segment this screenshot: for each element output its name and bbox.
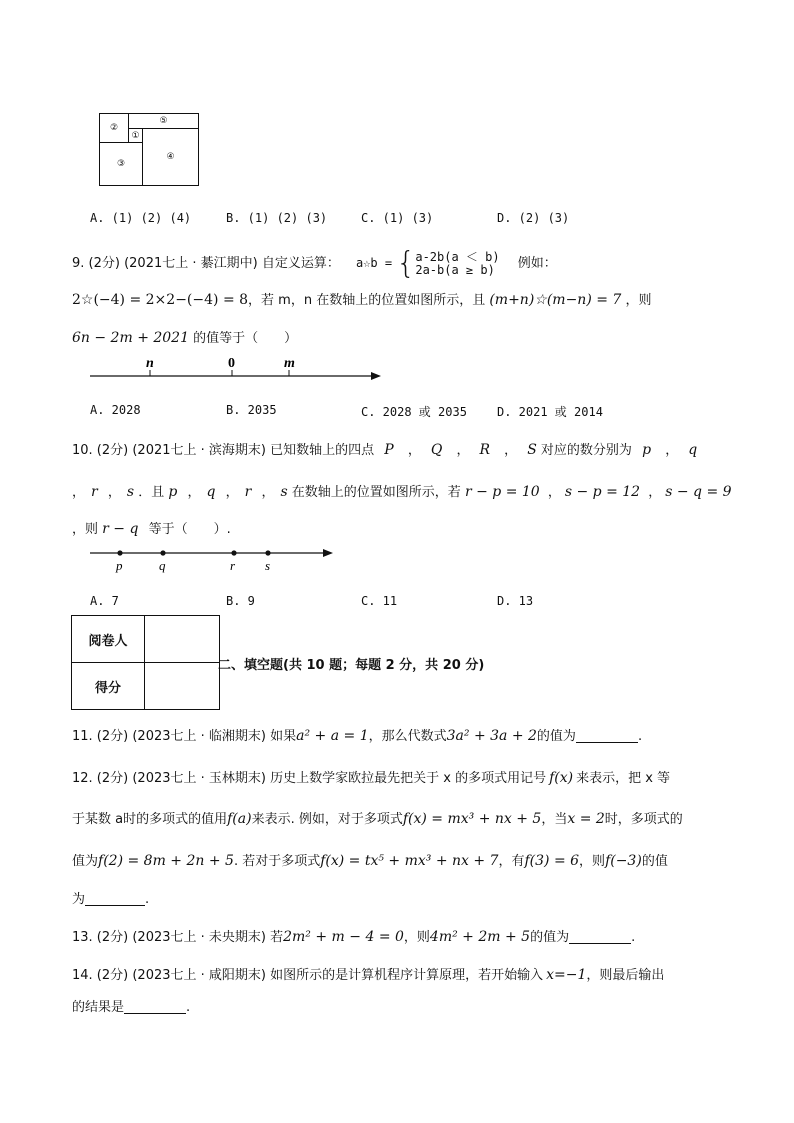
q12-line3-c: ，有 <box>498 854 525 869</box>
q11-line <box>72 725 642 744</box>
q12-fa: f(a) <box>227 811 252 827</box>
q10-number-line <box>85 545 340 577</box>
q10-num-q: q <box>688 442 698 458</box>
q10-line2-s2: s <box>280 484 288 500</box>
q10-line2-s: s <box>126 484 135 500</box>
q9-label-n: n <box>146 356 154 371</box>
q14-x: x=−1 <box>546 967 587 983</box>
q12-line1-end: 来表示，把 x 等 <box>576 771 671 786</box>
q12-line3-a: 值为 <box>72 854 99 869</box>
q12-line2-c: ，当 <box>541 812 568 827</box>
q10-line3 <box>72 518 231 537</box>
q9-example: 例如： <box>517 256 557 271</box>
region-2-label: ② <box>109 123 119 133</box>
q9-def-lhs: a☆b = <box>355 256 393 270</box>
q14-answer-blank[interactable] <box>124 999 186 1014</box>
q10-axis-arrow <box>323 549 333 557</box>
q12-line3-b: . 若对于多项式 <box>233 854 321 869</box>
section-2-title: 二、填空题(共 10 题；每题 2 分，共 20 分) <box>218 658 485 673</box>
q9-cases <box>415 251 499 277</box>
q9-option-b: B. 2035 <box>226 403 277 417</box>
q9-condition: (m+n)☆(m−n) = 7 <box>489 292 622 308</box>
region-2 <box>99 113 129 143</box>
q12-line3-e: 的值 <box>641 854 668 869</box>
q10-dot-r <box>231 550 236 555</box>
q10-line2-q: q <box>206 484 216 500</box>
score-table <box>71 615 220 710</box>
q14-line2-text: 的结果是 <box>72 1000 125 1015</box>
q10-point-P: P <box>384 442 394 458</box>
q13-prefix: 13. (2分) (2023七上 · 未央期末) 若 <box>72 930 284 945</box>
q12-answer-blank[interactable] <box>85 891 145 906</box>
q12-line2-b: 来表示. 例如，对于多项式 <box>251 812 403 827</box>
q9-prefix: 9. (2分) (2021七上 · 綦江期中) 自定义运算： <box>72 256 340 271</box>
q14-line1-end: ，则最后输出 <box>586 968 665 983</box>
q12-line2-a: 于某数 a时的多项式的值用 <box>72 812 228 827</box>
q12-fm3: f(−3) <box>605 853 642 869</box>
rectangle-figure <box>99 113 199 186</box>
q13-tail: . <box>631 930 636 945</box>
q10-line2: ， r ， s ．且 p ， q ， r ， s 在数轴上的位置如图所示，若 r − p = 10 ， s − p = 12 ， s − q = 9 <box>72 484 732 500</box>
q10-label-s: s <box>265 558 271 573</box>
q10-option-b: B. 9 <box>226 594 255 608</box>
score-table-reviewer-cell <box>145 616 220 663</box>
q8-option-a: A. (1) (2) (4) <box>90 211 192 225</box>
q10-line3-b: 等于（ ）. <box>148 522 231 537</box>
q13-answer-blank[interactable] <box>569 929 631 944</box>
q12-line2 <box>72 808 683 827</box>
score-table-reviewer-label: 阅卷人 <box>72 616 145 663</box>
q9-question: 的值等于（ ） <box>193 331 298 346</box>
q9-brace: { <box>396 246 416 281</box>
q11-answer-blank[interactable] <box>576 728 638 743</box>
q10-option-d: D. 13 <box>497 594 534 608</box>
score-table-score-cell <box>145 663 220 710</box>
q12-fx: f(x) <box>549 770 574 786</box>
q9-line2-end: ，则 <box>625 293 652 308</box>
q12-f3: f(3) = 6 <box>524 853 580 869</box>
region-3-label: ③ <box>116 159 126 169</box>
q10-line2-r: r <box>91 484 98 500</box>
q10-line3-a: ，则 <box>72 522 99 537</box>
q9-label-m: m <box>284 356 295 371</box>
q11-end: 的值为 <box>536 729 576 744</box>
region-4-label: ④ <box>166 152 175 162</box>
q12-tail: . <box>145 892 150 907</box>
q8-option-b: B. (1) (2) (3) <box>226 211 328 225</box>
q9-number-line <box>85 352 385 386</box>
q12-x2: x = 2 <box>567 811 605 827</box>
q10-option-c: C. 11 <box>361 594 398 608</box>
q9-line1 <box>72 246 557 281</box>
q8-option-c: C. (1) (3) <box>361 211 434 225</box>
q8-option-d: D. (2) (3) <box>497 211 570 225</box>
q9-option-a: A. 2028 <box>90 403 141 417</box>
q9-example-math: 2☆(−4) = 2×2−(−4) = 8 <box>72 292 249 308</box>
q10-num-p: p <box>642 442 652 458</box>
q11-prefix: 11. (2分) (2023七上 · 临湘期末) 如果 <box>72 729 297 744</box>
q10-point-S: S <box>527 442 537 458</box>
q10-mid1: 对应的数分别为 <box>540 443 632 458</box>
q10-point-Q: Q <box>430 442 443 458</box>
q10-dot-s <box>265 550 270 555</box>
q14-tail: . <box>186 1000 191 1015</box>
q10-line2-a: ．且 <box>138 485 165 500</box>
q11-tail: . <box>637 729 643 744</box>
q11-mid: ，那么代数式 <box>368 729 447 744</box>
q10-eq2: s − p = 12 <box>564 484 641 500</box>
q10-line2-b: 在数轴上的位置如图所示，若 <box>291 485 461 500</box>
region-3 <box>99 142 143 186</box>
q14-line1 <box>72 964 664 983</box>
q10-line1: 10. (2分) (2021七上 · 滨海期末) 已知数轴上的四点 P ， Q ， R ， S 对应的数分别为 p ， q <box>72 442 698 458</box>
q12-poly1: f(x) = mx³ + nx + 5 <box>402 811 542 827</box>
q10-eq3: s − q = 9 <box>665 484 732 500</box>
q12-poly2: f(x) = tx⁵ + mx³ + nx + 7 <box>320 853 499 869</box>
q10-dot-p <box>117 550 122 555</box>
q13-condition: 2m² + m − 4 = 0 <box>283 929 404 945</box>
q10-label-q: q <box>159 558 166 573</box>
q13-end: 的值为 <box>530 930 570 945</box>
q10-line3-expr: r − q <box>102 521 139 537</box>
q13-expression: 4m² + 2m + 5 <box>429 929 531 945</box>
region-4 <box>142 128 199 186</box>
q10-label-p: p <box>116 558 123 573</box>
q9-case1: a-2b(a ＜ b) <box>415 250 500 264</box>
q10-line2-r2: r <box>244 484 252 500</box>
q12-line1-text: 12. (2分) (2023七上 · 玉林期末) 历史上数学家欧拉最先把关于 x 的多项式用记号 <box>72 771 547 786</box>
q12-line3 <box>72 850 668 869</box>
q12-line2-d: 时，多项式的 <box>604 812 683 827</box>
q9-option-c: C. 2028 或 2035 <box>361 405 467 419</box>
q12-f2: f(2) = 8m + 2n + 5 <box>98 853 234 869</box>
q11-expression: 3a² + 3a + 2 <box>446 728 537 744</box>
q14-line2 <box>72 996 190 1015</box>
q13-mid: ，则 <box>403 930 430 945</box>
q9-label-0: 0 <box>228 356 235 371</box>
q10-line2-p: p <box>168 484 178 500</box>
region-1-label: ① <box>131 130 140 141</box>
q14-line1-text: 14. (2分) (2023七上 · 咸阳期末) 如图所示的是计算机程序计算原理，若开始输入 <box>72 968 544 983</box>
q12-line1 <box>72 767 670 786</box>
q10-prefix: 10. (2分) (2021七上 · 滨海期末) 已知数轴上的四点 <box>72 443 375 458</box>
q10-eq1: r − p = 10 <box>464 484 540 500</box>
q9-line2-text: ，若 m，n 在数轴上的位置如图所示，且 <box>248 293 486 308</box>
score-table-score-label: 得分 <box>72 663 145 710</box>
q10-point-R: R <box>479 442 491 458</box>
q13-line <box>72 926 635 945</box>
region-5-label: ⑤ <box>159 116 168 126</box>
q11-condition: a² + a = 1 <box>296 728 369 744</box>
q12-line4 <box>72 888 149 907</box>
region-5 <box>128 113 199 129</box>
q9-axis-arrow <box>371 372 381 380</box>
q10-dot-q <box>160 550 165 555</box>
q9-option-d: D. 2021 或 2014 <box>497 405 603 419</box>
q9-line2 <box>72 289 651 308</box>
q10-label-r: r <box>230 558 236 573</box>
q9-case2: 2a-b(a ≥ b) <box>415 263 495 277</box>
q10-option-a: A. 7 <box>90 594 119 608</box>
q9-line3 <box>72 327 297 346</box>
q12-line3-d: ，则 <box>579 854 606 869</box>
q12-line4-text: 为 <box>72 892 86 907</box>
q9-expression: 6n − 2m + 2021 <box>72 330 189 346</box>
region-1 <box>128 128 143 143</box>
